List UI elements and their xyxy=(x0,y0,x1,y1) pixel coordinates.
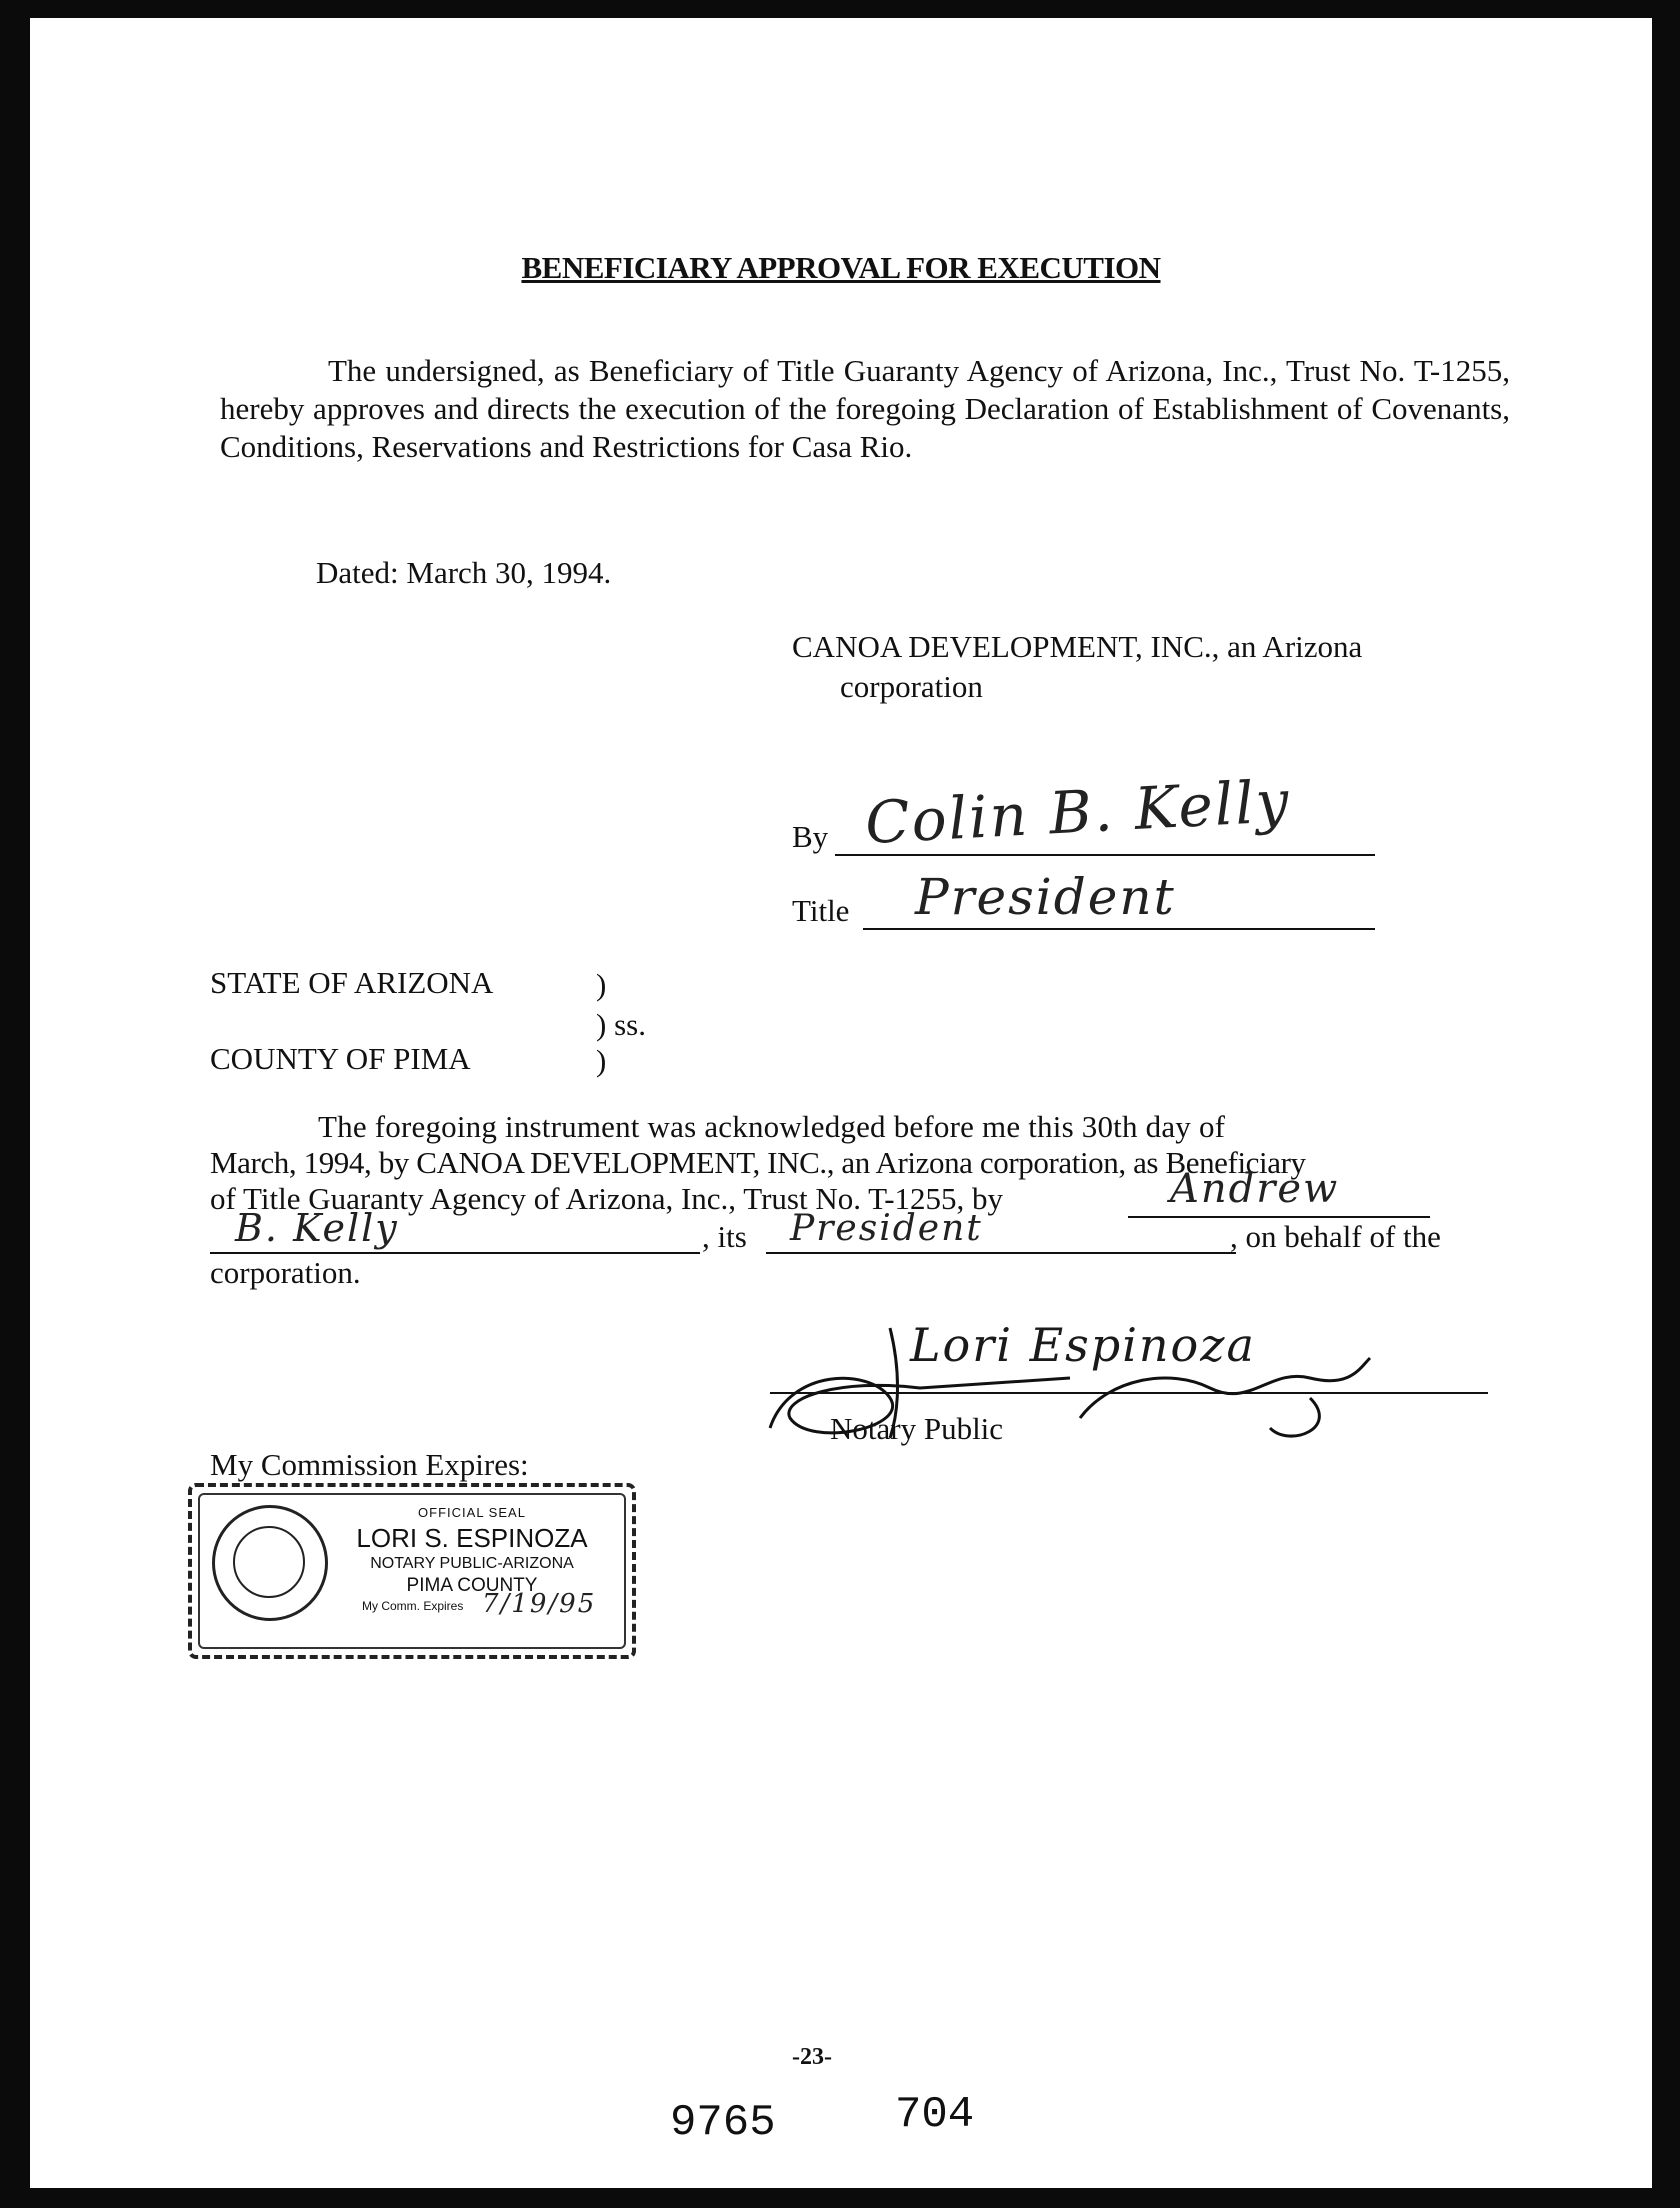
seal-expires-value: 7/19/95 xyxy=(482,1589,597,1619)
ack-behalf: , on behalf of the xyxy=(1230,1219,1441,1254)
venue-county: COUNTY OF PIMA xyxy=(210,1041,471,1076)
title-signature-line xyxy=(863,928,1375,930)
title-label: Title xyxy=(792,893,850,928)
ack-line-3: of Title Guaranty Agency of Arizona, Inc., Trust No. T-1255, by xyxy=(210,1181,1004,1216)
corporation-line-2: corporation xyxy=(840,669,983,704)
document-page xyxy=(30,18,1652,2188)
seal-name: LORI S. ESPINOZA xyxy=(356,1523,588,1553)
ack-role-line xyxy=(766,1252,1236,1254)
seal-line-1: NOTARY PUBLIC-ARIZONA xyxy=(370,1555,574,1572)
ack-name-part-2: B. Kelly xyxy=(235,1206,399,1250)
state-seal-emblem xyxy=(212,1505,328,1621)
ack-role: President xyxy=(790,1208,983,1249)
seal-heading: OFFICIAL SEAL xyxy=(418,1505,526,1520)
ack-line-1: The foregoing instrument was acknowledged before me this 30th day of xyxy=(318,1109,1226,1144)
notary-seal-stamp xyxy=(188,1483,636,1659)
seal-line-2: PIMA COUNTY xyxy=(406,1575,538,1596)
venue-paren-3: ) xyxy=(596,1043,607,1078)
commission-label: My Commission Expires: xyxy=(210,1447,529,1482)
notary-label: Notary Public xyxy=(830,1411,1004,1446)
venue-state: STATE OF ARIZONA xyxy=(210,965,494,1000)
ack-its: , its xyxy=(702,1219,747,1254)
ack-name-part-1: Andrew xyxy=(1170,1166,1340,1212)
notary-signature: Lori Espinoza xyxy=(910,1318,1256,1372)
document-heading: BENEFICIARY APPROVAL FOR EXECUTION xyxy=(521,250,1161,285)
page-number: -23- xyxy=(792,2044,832,2070)
by-signature: Colin B. Kelly xyxy=(863,766,1293,858)
by-label: By xyxy=(792,819,829,854)
corporation-line-1: CANOA DEVELOPMENT, INC., an Arizona xyxy=(792,629,1363,664)
ack-line-5: corporation. xyxy=(210,1255,361,1290)
title-signature: President xyxy=(915,868,1176,926)
venue-paren-1: ) xyxy=(596,967,607,1002)
ack-line-2: March, 1994, by CANOA DEVELOPMENT, INC., an Arizona corporation, as Beneficiary xyxy=(210,1145,1306,1180)
document-number-right: 704 xyxy=(895,2090,975,2140)
approval-paragraph: The undersigned, as Beneficiary of Title Guaranty Agency of Arizona, Inc., Trust No. T-1255, hereby approves and directs the execution of the foregoing Declaration of Establishment of Covenants, Conditions, Reservations and Restrictions for Casa Rio. xyxy=(220,353,1510,464)
seal-expires-label: My Comm. Expires xyxy=(362,1599,464,1613)
dated-line: Dated: March 30, 1994. xyxy=(316,555,612,590)
venue-ss: ) ss. xyxy=(596,1007,646,1042)
document-number-left: 9765 xyxy=(670,2098,776,2148)
